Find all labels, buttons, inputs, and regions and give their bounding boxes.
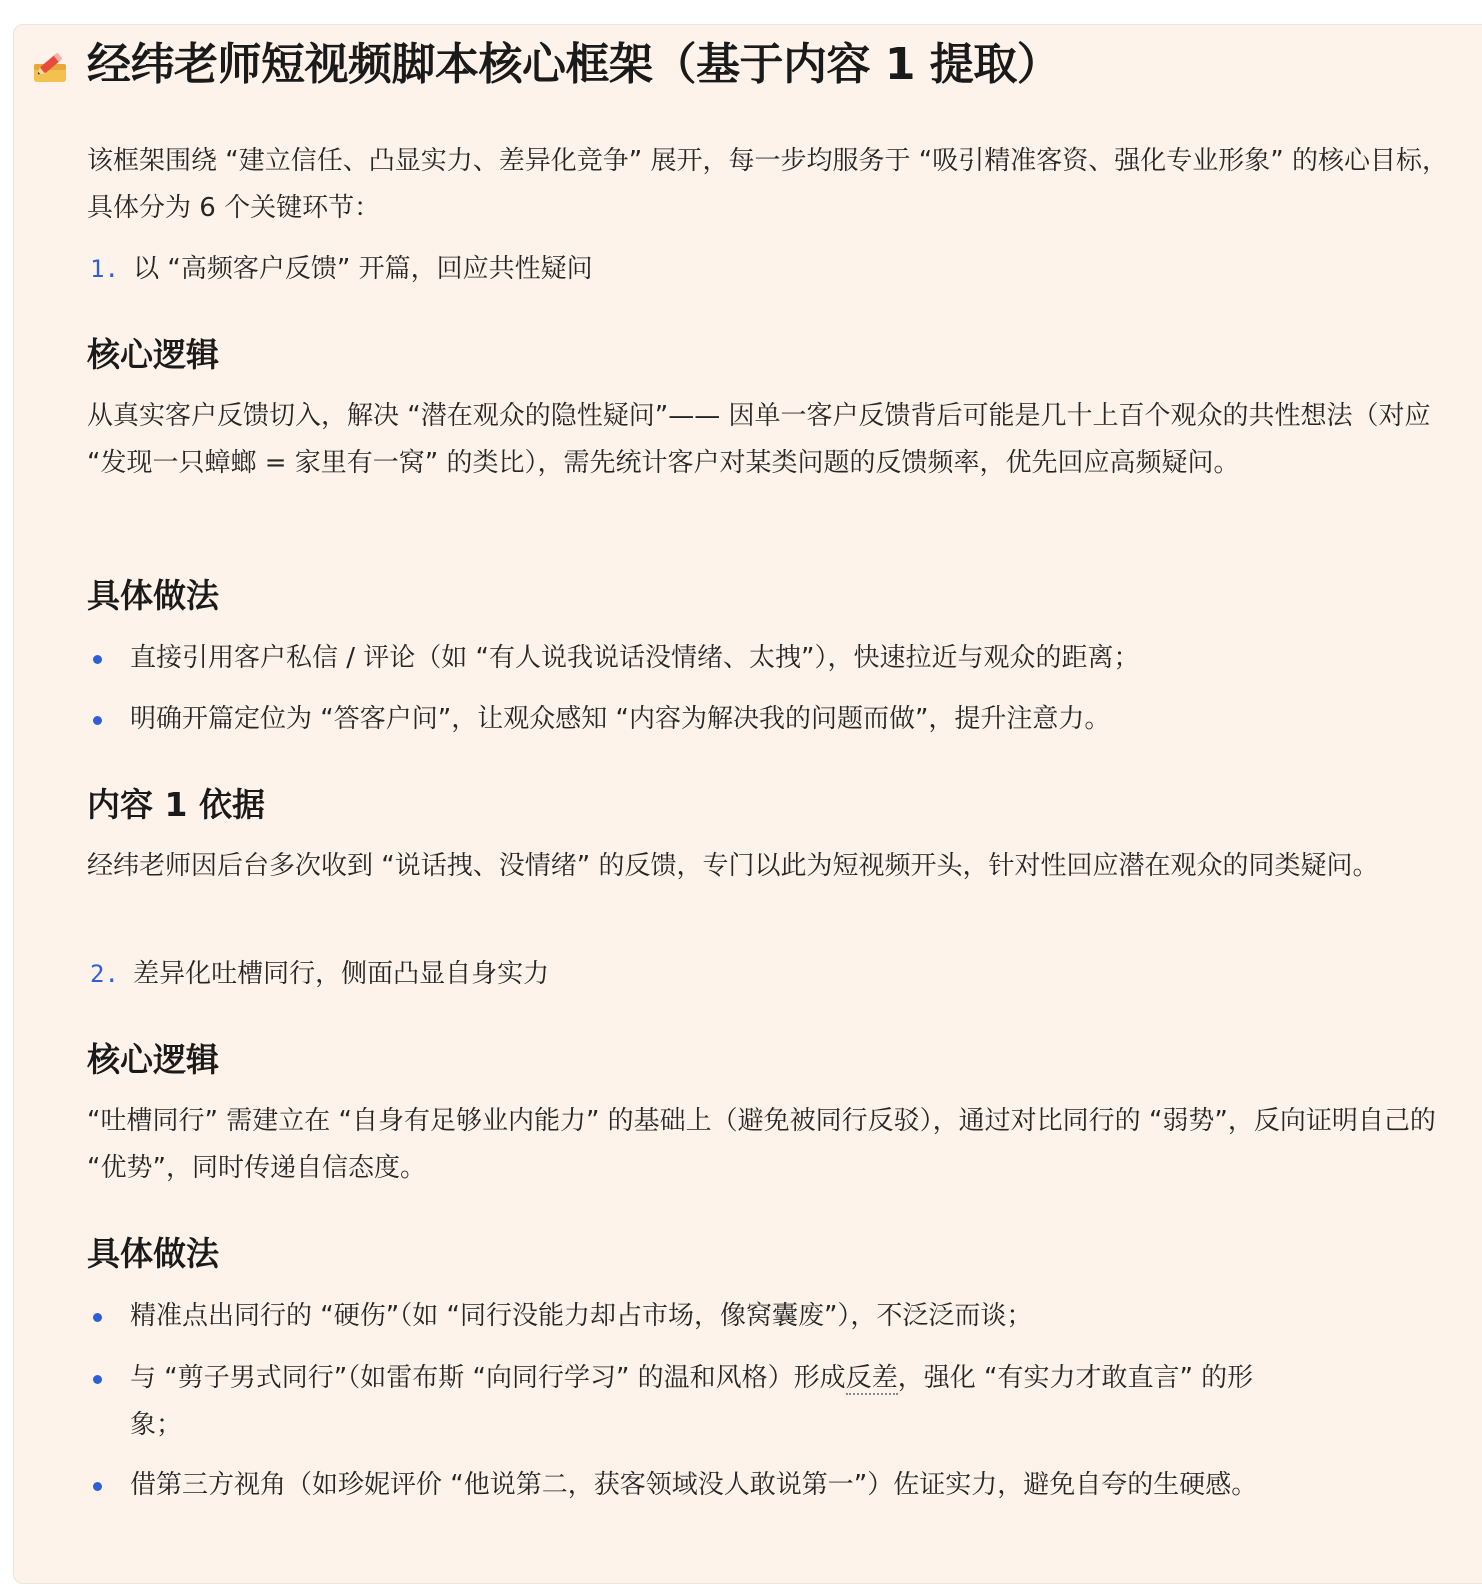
list-item: 借第三方视角（如珍妮评价 “他说第二，获客领域没人敢说第一”）佐证实力，避免自夸的生硬感。 (130, 1462, 1420, 1509)
section-heading-basis: 内容 1 依据 (87, 785, 265, 824)
highlighted-term[interactable]: 反差 (845, 1363, 898, 1393)
logic-paragraph: “吐槽同行” 需建立在 “自身有足够业内能力” 的基础上（避免被同行反驳），通过对比同行的 “弱势”，反向证明自己的 “优势”，同时传递自信态度。 (87, 1106, 1436, 1183)
list-item: 与 “剪子男式同行”（如雷布斯 “向同行学习” 的温和风格）形成反差，强化 “有实力才敢直言” 的形 象； (130, 1355, 1420, 1449)
item-number: 1. (90, 255, 119, 283)
pencil-memo-icon (32, 50, 68, 84)
section-heading-logic: 核心逻辑 (87, 335, 219, 374)
page-title: 经纬老师短视频脚本核心框架（基于内容 1 提取） (87, 39, 1061, 90)
item-title: 以 “高频客户反馈” 开篇，回应共性疑问 (133, 254, 593, 284)
bullet-dot (93, 1313, 102, 1322)
section-heading-method: 具体做法 (87, 576, 219, 615)
logic-paragraph: 从真实客户反馈切入，解决 “潜在观众的隐性疑问”—— 因单一客户反馈背后可能是几十上百个观众的共性想法（对应 “发现一只蟑螂 = 家里有一窝” 的类比），需先统计客户对某类问题的反馈频率，优先回应高频疑问。 (87, 401, 1431, 478)
item-number: 2. (90, 960, 119, 988)
numbered-item-2 (90, 951, 549, 998)
section-heading-method: 具体做法 (87, 1234, 219, 1273)
intro-paragraph: 该框架围绕 “建立信任、凸显实力、差异化竞争” 展开，每一步均服务于 “吸引精准客资、强化专业形象” 的核心目标，具体分为 6 个关键环节： (87, 146, 1448, 223)
bullet-dot (93, 716, 102, 725)
bullet-dot (93, 1482, 102, 1491)
item-title: 差异化吐槽同行，侧面凸显自身实力 (133, 959, 550, 989)
basis-paragraph: 经纬老师因后台多次收到 “说话拽、没情绪” 的反馈，专门以此为短视频开头，针对性回应潜在观众的同类疑问。 (87, 851, 1379, 881)
list-item: 直接引用客户私信 / 评论（如 “有人说我说话没情绪、太拽”），快速拉近与观众的距离； (130, 635, 1420, 682)
section-heading-logic: 核心逻辑 (87, 1040, 219, 1079)
bullet-dot (93, 1375, 102, 1384)
numbered-item-1 (90, 246, 593, 293)
list-item: 精准点出同行的 “硬伤”（如 “同行没能力却占市场，像窝囊废”），不泛泛而谈； (130, 1293, 1420, 1340)
list-item: 明确开篇定位为 “答客户问”，让观众感知 “内容为解决我的问题而做”，提升注意力。 (130, 696, 1420, 743)
bullet-dot (93, 655, 102, 664)
